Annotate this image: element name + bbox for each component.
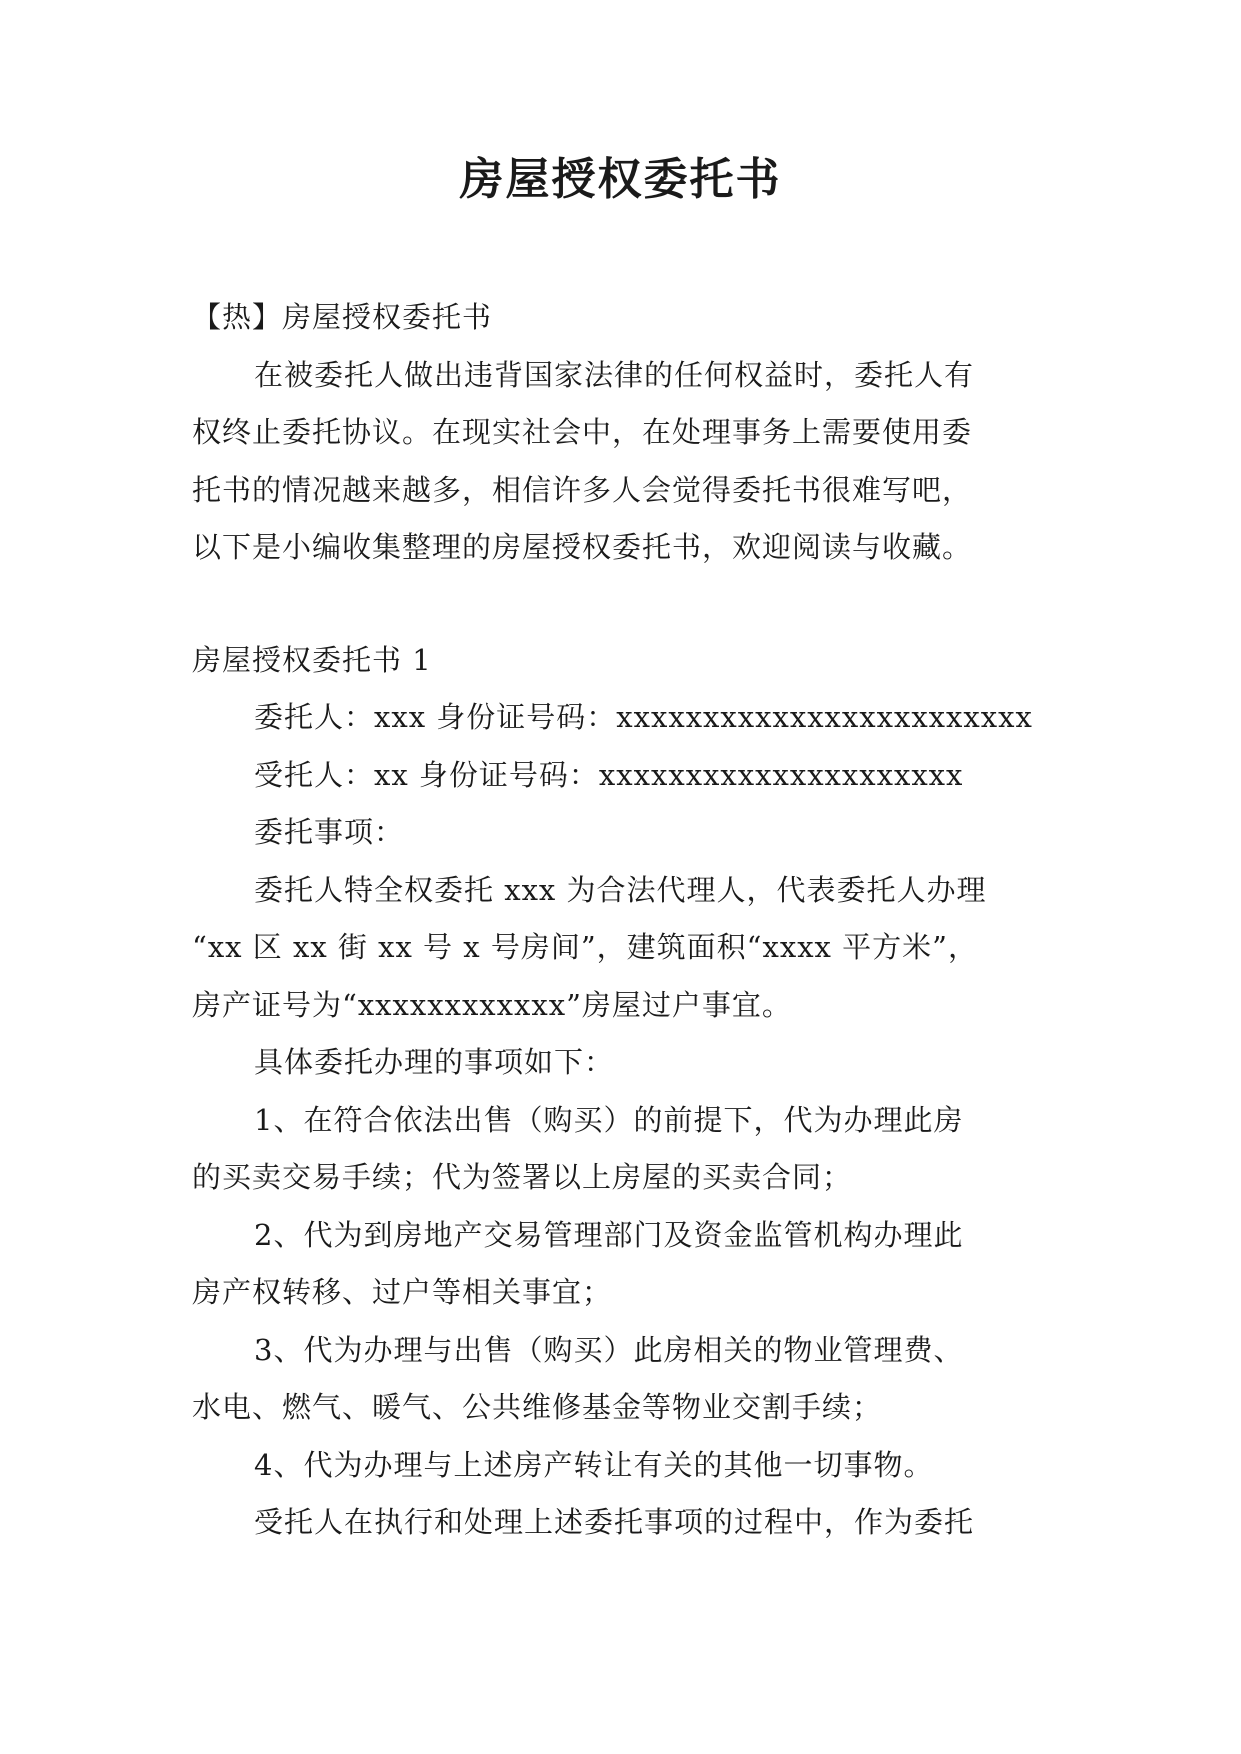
text-line: “xx 区 xx 街 xx 号 x 号房间”，建筑面积“xxxx 平方米”， [192, 930, 978, 964]
text-line: 以下是小编收集整理的房屋授权委托书，欢迎阅读与收藏。 [192, 530, 973, 564]
text-line: 2、代为到房地产交易管理部门及资金监管机构办理此 [254, 1217, 964, 1252]
text-line: 托书的情况越来越多，相信许多人会觉得委托书很难写吧， [192, 472, 973, 507]
text-line: 房产证号为“xxxxxxxxxxxx”房屋过户事宜。 [192, 987, 792, 1022]
text-line: 权终止委托协议。在现实社会中，在处理事务上需要使用委 [192, 415, 973, 449]
text-line: 水电、燃气、暖气、公共维修基金等物业交割手续； [192, 1390, 883, 1424]
paragraph-gap [192, 577, 1052, 632]
text-line: 委托人：xxx 身份证号码：xxxxxxxxxxxxxxxxxxxxxxxx [254, 700, 1033, 734]
text-line: 4、代为办理与上述房产转让有关的其他一切事物。 [254, 1447, 934, 1482]
document-body [192, 289, 1052, 1552]
text-line: 在被委托人做出违背国家法律的任何权益时，委托人有 [254, 357, 975, 392]
text-line: 房产权转移、过户等相关事宜； [192, 1275, 613, 1309]
text-line: 受托人：xx 身份证号码：xxxxxxxxxxxxxxxxxxxxx [254, 757, 964, 792]
text-line: 1、在符合依法出售（购买）的前提下，代为办理此房 [254, 1102, 964, 1137]
text-line: 的买卖交易手续；代为签署以上房屋的买卖合同； [192, 1160, 853, 1194]
document-title: 房屋授权委托书 [459, 154, 782, 205]
text-line: 委托人特全权委托 xxx 为合法代理人，代表委托人办理 [254, 872, 987, 907]
text-line: 受托人在执行和处理上述委托事项的过程中，作为委托 [254, 1505, 975, 1539]
text-line: 【热】房屋授权委托书 [192, 300, 493, 334]
text-line: 委托事项： [254, 815, 405, 849]
text-line: 具体委托办理的事项如下： [254, 1045, 615, 1079]
text-line: 房屋授权委托书 1 [192, 642, 432, 677]
text-line: 3、代为办理与出售（购买）此房相关的物业管理费、 [254, 1332, 964, 1367]
